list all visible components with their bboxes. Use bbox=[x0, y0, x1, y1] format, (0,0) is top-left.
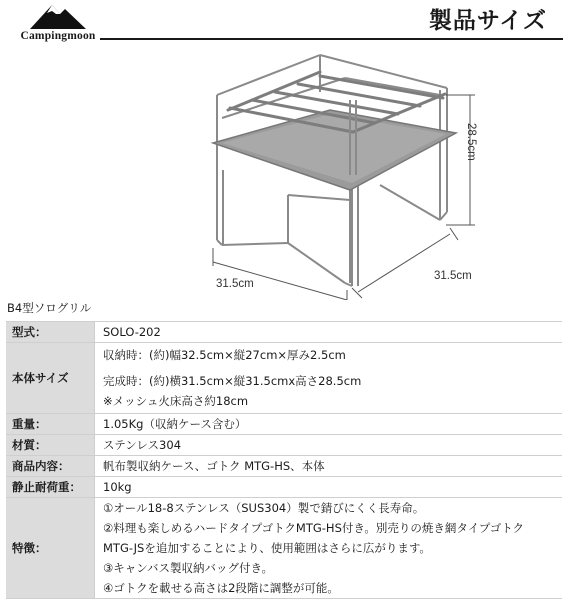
spec-value-line: ④ゴトクを載せる高さは2段階に調整が可能。 bbox=[103, 581, 339, 595]
spec-value-line: ステンレス304 bbox=[103, 438, 182, 452]
spec-value-line: ③キャンバス製収納バッグ付き。 bbox=[103, 561, 274, 575]
spec-table bbox=[6, 321, 562, 599]
spec-value bbox=[95, 343, 563, 414]
spec-label: 静止耐荷重： bbox=[6, 477, 95, 498]
product-caption: B4型ソログリル bbox=[7, 301, 92, 315]
grill-drawing bbox=[0, 48, 569, 300]
spec-value-line: ※メッシュ火床高さ約18cm bbox=[103, 394, 249, 408]
spec-value-line: 10kg bbox=[103, 480, 132, 494]
spec-value-line: 収納時：(約)幅32.5cm×縦27cm×厚み2.5cm bbox=[103, 348, 346, 362]
height-dimension: 28.5cm bbox=[465, 123, 477, 161]
brand-logo bbox=[8, 2, 108, 46]
spec-row-contents bbox=[6, 456, 562, 477]
spec-value bbox=[95, 498, 563, 599]
spec-value-line: MTG-JSを追加することにより、使用範囲はさらに広がります。 bbox=[103, 541, 431, 555]
spec-row-model bbox=[6, 322, 562, 343]
spec-value bbox=[95, 414, 563, 435]
spec-value bbox=[95, 435, 563, 456]
brand-name: Campingmoon bbox=[20, 30, 96, 42]
spec-label: 商品内容： bbox=[6, 456, 95, 477]
spec-row-load bbox=[6, 477, 562, 498]
spec-label: 材質： bbox=[6, 435, 95, 456]
header-rule bbox=[100, 38, 563, 40]
width-dimension: 31.5cm bbox=[216, 278, 254, 290]
product-illustration bbox=[0, 48, 569, 300]
spec-row-size bbox=[6, 343, 562, 414]
spec-label: 本体サイズ bbox=[6, 343, 95, 414]
spec-label: 特徴： bbox=[6, 498, 95, 599]
header bbox=[0, 0, 569, 48]
spec-value-line: 完成時：(約)横31.5cm×縦31.5cmx高さ28.5cm bbox=[103, 374, 362, 388]
spec-label: 型式： bbox=[6, 322, 95, 343]
spec-row-weight bbox=[6, 414, 562, 435]
spec-value-line: ①オール18-8ステンレス（SUS304）製で錆びにくく長寿命。 bbox=[103, 501, 425, 515]
spec-row-material bbox=[6, 435, 562, 456]
depth-dimension: 31.5cm bbox=[434, 270, 472, 282]
spec-value bbox=[95, 477, 563, 498]
page-title: 製品サイズ bbox=[428, 8, 547, 34]
spec-value bbox=[95, 456, 563, 477]
spec-value bbox=[95, 322, 563, 343]
spec-label: 重量： bbox=[6, 414, 95, 435]
mountain-logo-icon bbox=[28, 2, 88, 30]
spec-value-line: 帆布製収納ケース、ゴトク MTG-HS、本体 bbox=[103, 459, 325, 473]
spec-value-line: ②料理も楽しめるハードタイプゴトクMTG-HS付き。別売りの焼き網タイプゴトク bbox=[103, 521, 525, 535]
spec-value-line: SOLO-202 bbox=[103, 325, 161, 339]
spec-row-features bbox=[6, 498, 562, 599]
spec-value-line: 1.05Kg（収納ケース含む） bbox=[103, 417, 247, 431]
